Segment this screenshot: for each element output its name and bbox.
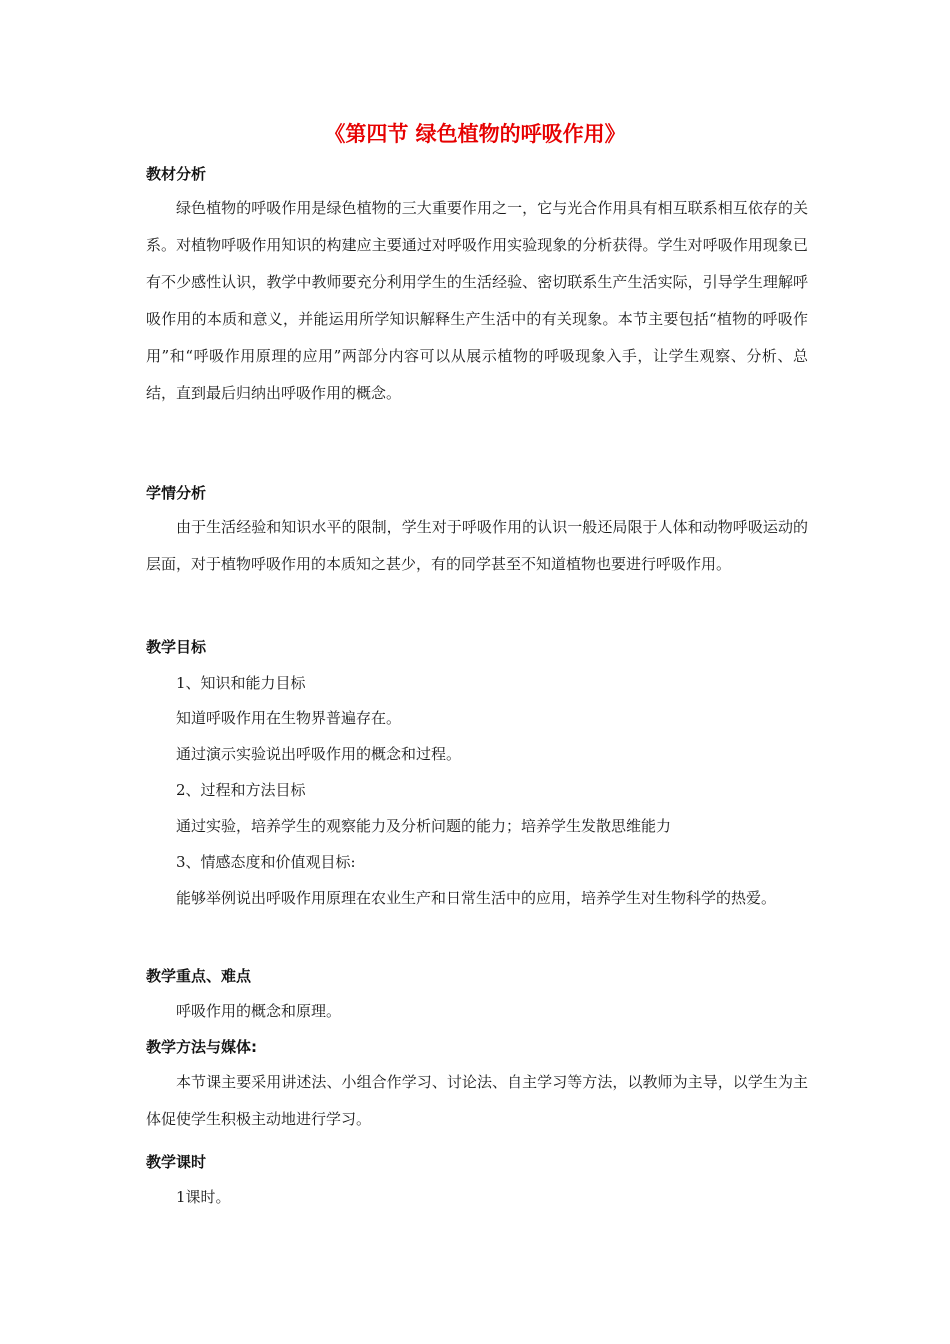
heading-teaching-goals: 教学目标 <box>146 638 207 656</box>
heading-teaching-hours: 教学课时 <box>146 1153 207 1171</box>
goal-process-item-1: 通过实验，培养学生的观察能力及分析问题的能力；培养学生发散思维能力 <box>176 817 672 835</box>
heading-student-analysis: 学情分析 <box>146 484 207 502</box>
goal-emotion-label: 3、情感态度和价值观目标: <box>176 853 356 871</box>
paragraph-student-analysis: 由于生活经验和知识水平的限制，学生对于呼吸作用的认识一般还局限于人体和动物呼吸运动的层面，对于植物呼吸作用的本质知之甚少，有的同学甚至不知道植物也要进行呼吸作用。 <box>146 518 808 573</box>
paragraph-textbook-analysis: 绿色植物的呼吸作用是绿色植物的三大重要作用之一，它与光合作用具有相互联系相互依存的关系。对植物呼吸作用知识的构建应主要通过对呼吸作用实验现象的分析获得。学生对呼吸作用现象已有不少感性认识，教学中教师要充分利用学生的生活经验、密切联系生产生活实际，引导学生理解呼吸作用的本质和意义，并能运用所学知识解释生产生活中的有关现象。本节主要包括“植物的呼吸作用”和“呼吸作用原理的应用”两部分内容可以从展示植物的呼吸现象入手，让学生观察、分析、总结，直到最后归纳出呼吸作用的概念。 <box>146 199 808 402</box>
goal-knowledge-item-2: 通过演示实验说出呼吸作用的概念和过程。 <box>176 745 462 763</box>
key-points-item-1: 呼吸作用的概念和原理。 <box>176 1002 342 1020</box>
goal-knowledge-item-1: 知道呼吸作用在生物界普遍存在。 <box>176 709 402 727</box>
heading-teaching-methods: 教学方法与媒体: <box>146 1038 257 1056</box>
paragraph-teaching-methods: 本节课主要采用讲述法、小组合作学习、讨论法、自主学习等方法，以教师为主导，以学生为主体促使学生积极主动地进行学习。 <box>146 1073 808 1128</box>
heading-textbook-analysis: 教材分析 <box>146 165 207 183</box>
heading-key-points: 教学重点、难点 <box>146 967 252 985</box>
teaching-hours-item-1: 1课时。 <box>176 1188 231 1206</box>
document-title: 《第四节 绿色植物的呼吸作用》 <box>324 122 626 146</box>
goal-emotion-text: 能够举例说出呼吸作用原理在农业生产和日常生活中的应用，培养学生对生物科学的热爱。 <box>176 889 777 907</box>
goal-process-label: 2、过程和方法目标 <box>176 781 306 799</box>
goal-knowledge-label: 1、知识和能力目标 <box>176 674 306 692</box>
